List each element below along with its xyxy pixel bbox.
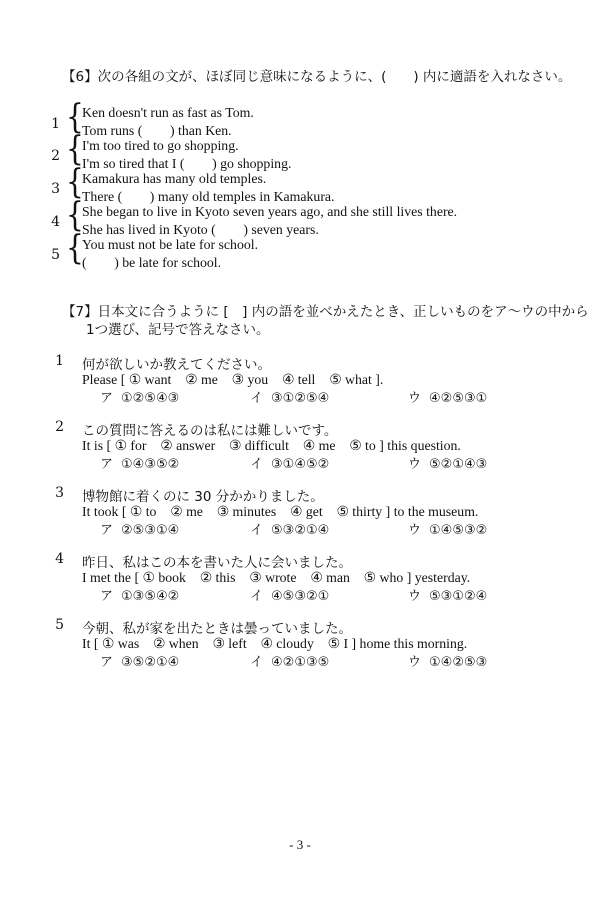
choice-u[interactable]: ウ ⑤②①④③ [408, 457, 488, 472]
s6-item4-sentence-b: She has lived in Kyoto ( ) seven years. [82, 222, 319, 237]
choice-u[interactable]: ウ ④②⑤③① [408, 391, 488, 406]
choice-u[interactable]: ウ ①④⑤③② [408, 523, 488, 538]
section7-header-line1: 【7】日本文に合うように [ ] 内の語を並べかえたとき、正しいものをア～ウの中から [62, 304, 589, 320]
choice-a[interactable]: ア ①④③⑤② [100, 457, 180, 472]
choice-a[interactable]: ア ②⑤③①④ [100, 523, 180, 538]
choice-i[interactable]: イ ③①②⑤④ [250, 391, 330, 406]
s6-item2-sentence-b: I'm so tired that I ( ) go shopping. [82, 156, 292, 171]
s7-item1-english: Please [ ① want ② me ③ you ④ tell ⑤ what ]. [82, 372, 384, 387]
choice-i[interactable]: イ ④②①③⑤ [250, 655, 330, 670]
choice-a[interactable]: ア ①②⑤④③ [100, 391, 180, 406]
s6-item3-sentence-a: Kamakura has many old temples. [82, 171, 267, 186]
s7-item5-english: It [ ① was ② when ③ left ④ cloudy ⑤ I ] home this morning. [82, 636, 468, 651]
s6-item5-sentence-b: ( ) be late for school. [82, 255, 222, 270]
section7-header-line2: 1つ選び、記号で答えなさい。 [86, 322, 270, 338]
s7-item2-japanese: この質問に答えるのは私には難しいです。 [82, 423, 338, 439]
s6-item5-number: 5 [51, 247, 60, 263]
s6-item1-number: 1 [51, 116, 60, 132]
s7-item3-choices [100, 519, 487, 538]
s6-item4-brace: { [66, 194, 84, 235]
s7-item3-number: 3 [55, 485, 64, 501]
choice-i[interactable]: イ ④⑤③②① [250, 589, 330, 604]
s6-item2-sentence-a: I'm too tired to go shopping. [82, 138, 239, 153]
choice-i[interactable]: イ ③①④⑤② [250, 457, 330, 472]
s6-item1-sentence-b: Tom runs ( ) than Ken. [82, 123, 232, 138]
s7-item5-choices [100, 651, 487, 670]
s6-item4-number: 4 [51, 214, 60, 230]
s6-item5-brace: { [66, 227, 84, 268]
choice-a[interactable]: ア ③⑤②①④ [100, 655, 180, 670]
choice-u[interactable]: ウ ⑤③①②④ [408, 589, 488, 604]
choice-a[interactable]: ア ①③⑤④② [100, 589, 180, 604]
s7-item2-choices [100, 453, 487, 472]
s7-item4-japanese: 昨日、私はこの本を書いた人に会いました。 [82, 555, 352, 571]
s7-item1-japanese: 何が欲しいか教えてください。 [82, 357, 271, 373]
choice-u[interactable]: ウ ①④②⑤③ [408, 655, 488, 670]
s6-item3-brace: { [66, 161, 84, 202]
s7-item5-number: 5 [55, 617, 64, 633]
s7-item4-number: 4 [55, 551, 64, 567]
s6-item5-sentence-a: You must not be late for school. [82, 237, 259, 252]
s7-item2-english: It is [ ① for ② answer ③ difficult ④ me ⑤ to ] this question. [82, 438, 461, 453]
s6-item3-sentence-b: There ( ) many old temples in Kamakura. [82, 189, 335, 204]
s7-item1-choices [100, 387, 487, 406]
s6-item2-brace: { [66, 128, 84, 169]
choice-i[interactable]: イ ⑤③②①④ [250, 523, 330, 538]
s7-item1-number: 1 [55, 353, 64, 369]
s6-item4-sentence-a: She began to live in Kyoto seven years ago, and she still lives there. [82, 204, 458, 219]
s6-item3-number: 3 [51, 181, 60, 197]
s7-item3-english: It took [ ① to ② me ③ minutes ④ get ⑤ thirty ] to the museum. [82, 504, 479, 519]
s7-item4-choices [100, 585, 487, 604]
section6-header: 【6】次の各組の文が、ほぼ同じ意味になるように、( ) 内に適語を入れなさい。 [62, 69, 572, 85]
s6-item2-number: 2 [51, 148, 60, 164]
page-number: - 3 - [289, 837, 311, 852]
s6-item1-brace: { [66, 96, 84, 137]
s7-item3-japanese: 博物館に着くのに 30 分かかりました。 [82, 489, 324, 505]
s7-item5-japanese: 今朝、私が家を出たときは曇っていました。 [82, 621, 352, 637]
s6-item1-sentence-a: Ken doesn't run as fast as Tom. [82, 105, 254, 120]
s7-item2-number: 2 [55, 419, 64, 435]
s7-item4-english: I met the [ ① book ② this ③ wrote ④ man ⑤ who ] yesterday. [82, 570, 471, 585]
